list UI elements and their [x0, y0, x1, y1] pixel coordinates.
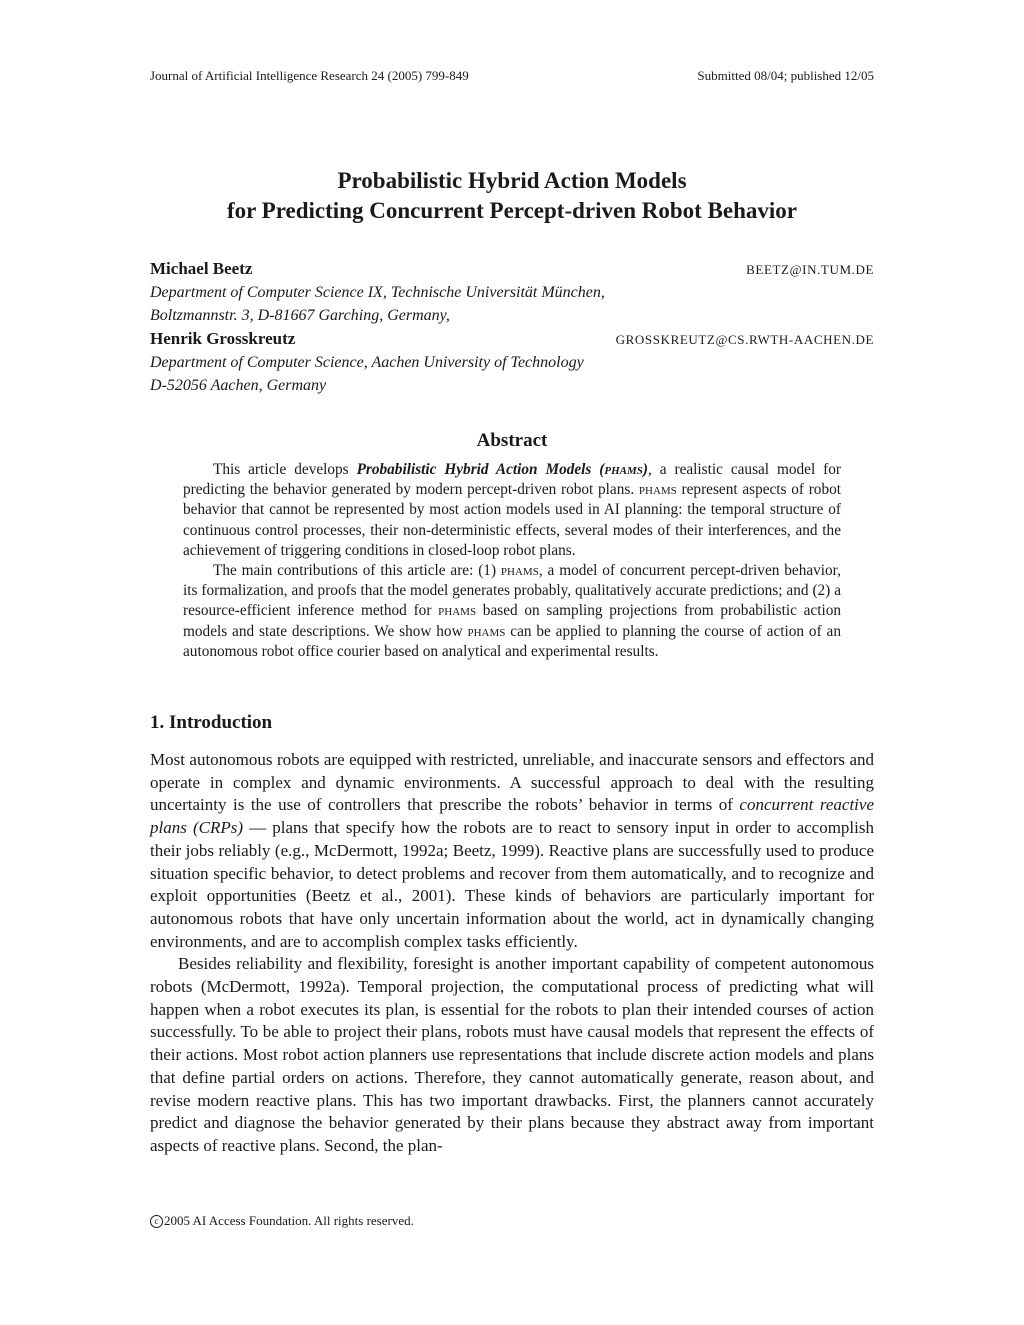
author-affiliation: Department of Computer Science IX, Technische Universität München, — [150, 284, 605, 301]
section-body — [150, 749, 874, 1158]
abstract-text: , a model of concurrent percept-driven behavior, its formalization, and proofs that the model generates probably, qualitatively accurate predictions; and (2) a resource-efficient inference method for — [183, 562, 841, 620]
body-text: — plans that specify how the robots are to react to sensory input in order to accomplish their jobs reliably (e.g., McDermott, 1992a; Beetz, 1999). Reactive plans are successfully used to produce situation specific behavior, to detect problems and recover from them automatically, and to recognize and exploit opportunities (Beetz et al., 2001). These kinds of behaviors are particularly important for autonomous robots that have only uncertain information about the world, act in dynamically changing environments, and are to accomplish complex tasks efficiently. — [150, 818, 874, 951]
author-email: GROSSKREUTZ@CS.RWTH-AACHEN.DE — [615, 332, 874, 347]
copyright-footer — [150, 1213, 414, 1229]
author-address: Boltzmannstr. 3, D-81667 Garching, Germany, — [150, 307, 450, 324]
abstract-text: can be applied to planning the course of action of an autonomous robot office courier based on analytical and experimental results. — [183, 622, 841, 660]
journal-citation: Journal of Artificial Intelligence Research 24 (2005) 799-849 — [150, 68, 469, 83]
body-paragraph — [150, 749, 874, 953]
abstract-text: , a realistic causal model for predicting the behavior generated by modern percept-driven robot plans. — [183, 461, 841, 499]
body-emphasis: concurrent reactive plans (CRPs) — [150, 795, 874, 838]
author-email: BEETZ@IN.TUM.DE — [746, 262, 874, 277]
abstract-text: represent aspects of robot behavior that cannot be represented by most action models used in AI planning: the temporal structure of continuous control processes, their non-deterministic effects, several modes of their interferences, and the achievement of triggering conditions in closed-loop robot plans. — [183, 481, 841, 559]
author-name: Michael Beetz — [150, 259, 253, 278]
author-row — [150, 327, 874, 351]
abstract-acronym: phams — [467, 622, 506, 640]
body-paragraph: Besides reliability and flexibility, foresight is another important capability of competent autonomous robots (McDermott, 1992a). Temporal projection, the computational process of predicting what will happen when a robot executes its plan, is essential for the robots to plan their intended courses of action successfully. To be able to project their plans, robots must have causal models that represent the effects of their actions. Most robot action planners use representations that include discrete action models and plans that define partial orders on actions. Therefore, they cannot automatically generate, reason about, and revise modern reactive plans. This has two important drawbacks. First, the planners cannot accurately predict and diagnose the behavior generated by their plans because they abstract away from important aspects of reactive plans. Second, the plan- — [150, 954, 874, 1155]
abstract-heading: Abstract — [476, 430, 548, 451]
abstract-acronym: phams — [604, 461, 643, 478]
author-block — [150, 257, 874, 397]
abstract-text: The main contributions of this article are: (1) — [213, 562, 501, 580]
copyright-text: 2005 AI Access Foundation. All rights reserved. — [164, 1213, 414, 1228]
author-name: Henrik Grosskreutz — [150, 329, 296, 348]
submission-dates: Submitted 08/04; published 12/05 — [697, 68, 874, 83]
abstract-paragraph — [183, 561, 841, 662]
abstract-body — [183, 460, 841, 662]
author-row — [150, 257, 874, 281]
abstract-acronym: phams — [438, 602, 477, 620]
author-address: D-52056 Aachen, Germany — [150, 377, 327, 394]
abstract-text: This article develops — [213, 461, 357, 478]
abstract-term: Probabilistic Hybrid Action Models ( — [356, 461, 605, 478]
running-head — [150, 68, 874, 84]
author-affiliation: Department of Computer Science, Aachen University of Technology — [150, 354, 584, 371]
title-line-1: Probabilistic Hybrid Action Models — [337, 168, 687, 193]
paper-title — [150, 166, 874, 226]
title-line-2: for Predicting Concurrent Percept-driven Robot Behavior — [226, 198, 797, 223]
abstract-text: based on sampling projections from probabilistic action models and state descriptions. We show how — [183, 602, 841, 640]
abstract-acronym: phams — [500, 562, 539, 580]
abstract-term-close: ) — [642, 461, 649, 478]
body-text: Most autonomous robots are equipped with restricted, unreliable, and inaccurate sensors and effectors and operate in complex and dynamic environments. A successful approach to deal with the resulting uncertainty is the use of controllers that prescribe the robots’ behavior in terms of — [150, 750, 874, 815]
abstract-acronym: phams — [638, 481, 677, 499]
copyright-icon: c — [150, 1215, 163, 1228]
abstract-paragraph — [183, 460, 841, 561]
section-heading: 1. Introduction — [150, 712, 273, 733]
